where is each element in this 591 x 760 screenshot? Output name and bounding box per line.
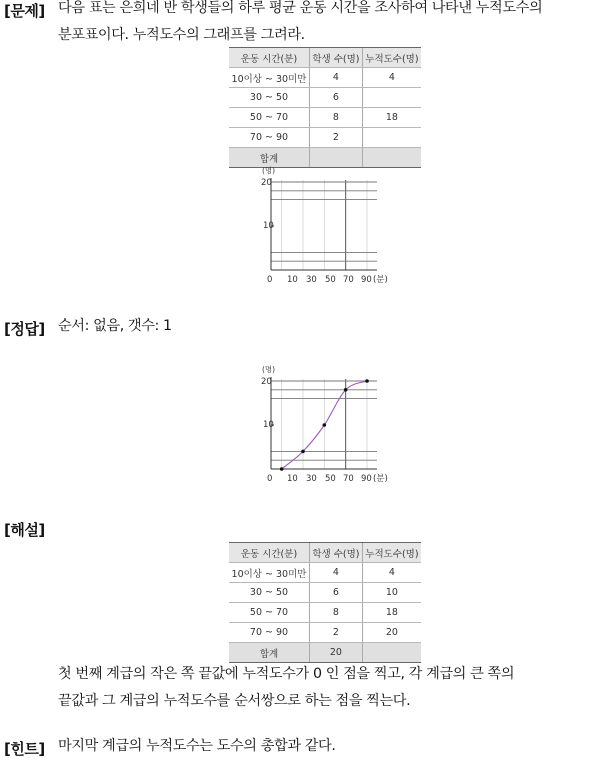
y-tick-20: 20 xyxy=(261,178,272,188)
x-tick-30: 30 xyxy=(306,275,317,285)
cell-count: 8 xyxy=(310,603,363,623)
empty-graph xyxy=(252,163,392,288)
x-tick-0: 0 xyxy=(267,275,273,285)
cell-total-count: 20 xyxy=(310,643,363,663)
cell-class: 10이상 ~ 30미만 xyxy=(229,563,310,583)
frequency-table-solution xyxy=(229,542,421,663)
frequency-table-problem xyxy=(229,47,421,168)
cell-total-label: 합계 xyxy=(229,148,310,168)
problem-text xyxy=(58,0,542,49)
y-tick-10: 10 xyxy=(263,420,274,430)
x-unit: (분) xyxy=(373,275,388,285)
x-unit: (분) xyxy=(373,474,388,484)
cell-class: 50 ~ 70 xyxy=(229,603,310,623)
data-point-70 xyxy=(344,388,348,392)
table-row xyxy=(229,583,421,603)
cell-count: 6 xyxy=(310,88,363,108)
cell-total-label: 합계 xyxy=(229,643,310,663)
header-cumulative: 누적도수(명) xyxy=(362,48,421,68)
cell-class: 10이상 ~ 30미만 xyxy=(229,68,310,88)
problem-line-2: 분포표이다. 누적도수의 그래프를 그려라. xyxy=(58,27,305,43)
x-tick-0: 0 xyxy=(267,474,273,484)
x-tick-50: 50 xyxy=(325,275,336,285)
table-row xyxy=(229,603,421,623)
table-row xyxy=(229,88,421,108)
x-tick-50: 50 xyxy=(325,474,336,484)
table-row xyxy=(229,128,421,148)
table-row xyxy=(229,623,421,643)
data-point-10 xyxy=(280,467,284,471)
hint-label: [힌트] xyxy=(4,740,45,758)
cell-count: 4 xyxy=(310,563,363,583)
cell-count: 4 xyxy=(310,68,363,88)
answer-text: 순서: 없음, 갯수: 1 xyxy=(58,318,172,334)
cell-cumulative xyxy=(362,128,421,148)
cell-count: 2 xyxy=(310,128,363,148)
data-point-30 xyxy=(301,450,305,454)
table-row xyxy=(229,68,421,88)
problem-line-1: 다음 표는 은희네 반 학생들의 하루 평균 운동 시간을 조사하여 나타낸 누적도수의 xyxy=(58,0,543,16)
cell-total-cumulative xyxy=(362,643,421,663)
x-tick-10: 10 xyxy=(287,474,298,484)
cell-cumulative: 20 xyxy=(362,623,421,643)
answer-label: [정답] xyxy=(4,320,45,338)
y-tick-20: 20 xyxy=(261,377,272,387)
x-tick-30: 30 xyxy=(306,474,317,484)
graph-grid xyxy=(271,178,377,270)
explanation-line-2: 끝값과 그 계급의 누적도수를 순서쌍으로 하는 점을 찍는다. xyxy=(58,693,411,709)
cell-count: 8 xyxy=(310,108,363,128)
hint-text: 마지막 계급의 누적도수는 도수의 총합과 같다. xyxy=(58,738,336,754)
cumulative-graph xyxy=(252,362,392,487)
explanation-label: [해설] xyxy=(4,521,45,539)
header-cumulative: 누적도수(명) xyxy=(362,543,421,563)
table-header-row xyxy=(229,543,421,563)
cell-cumulative: 4 xyxy=(362,563,421,583)
explanation-text xyxy=(58,661,514,715)
x-tick-90: 90 xyxy=(361,275,372,285)
y-unit: (명) xyxy=(262,365,276,374)
x-tick-90: 90 xyxy=(361,474,372,484)
cell-class: 50 ~ 70 xyxy=(229,108,310,128)
cell-count: 6 xyxy=(310,583,363,603)
x-tick-10: 10 xyxy=(287,275,298,285)
header-count: 학생 수(명) xyxy=(310,543,363,563)
cell-cumulative xyxy=(362,88,421,108)
cell-count: 2 xyxy=(310,623,363,643)
cell-class: 70 ~ 90 xyxy=(229,623,310,643)
cell-class: 30 ~ 50 xyxy=(229,88,310,108)
header-time: 운동 시간(분) xyxy=(229,48,310,68)
cell-class: 30 ~ 50 xyxy=(229,583,310,603)
cell-cumulative: 18 xyxy=(362,603,421,623)
cell-cumulative: 4 xyxy=(362,68,421,88)
x-tick-70: 70 xyxy=(343,474,354,484)
data-point-50 xyxy=(323,423,327,427)
y-unit: (명) xyxy=(262,166,276,175)
table-row xyxy=(229,108,421,128)
data-point-90 xyxy=(365,379,369,383)
graph-grid xyxy=(271,377,377,469)
header-time: 운동 시간(분) xyxy=(229,543,310,563)
cell-cumulative: 18 xyxy=(362,108,421,128)
table-row xyxy=(229,563,421,583)
table-header-row xyxy=(229,48,421,68)
problem-label: [문제] xyxy=(4,2,45,20)
table-total-row xyxy=(229,643,421,663)
header-count: 학생 수(명) xyxy=(310,48,363,68)
y-tick-10: 10 xyxy=(263,221,274,231)
cell-cumulative: 10 xyxy=(362,583,421,603)
cell-class: 70 ~ 90 xyxy=(229,128,310,148)
explanation-line-1: 첫 번째 계급의 작은 쪽 끝값에 누적도수가 0 인 점을 찍고, 각 계급의 큰 쪽의 xyxy=(58,666,515,682)
x-tick-70: 70 xyxy=(343,275,354,285)
